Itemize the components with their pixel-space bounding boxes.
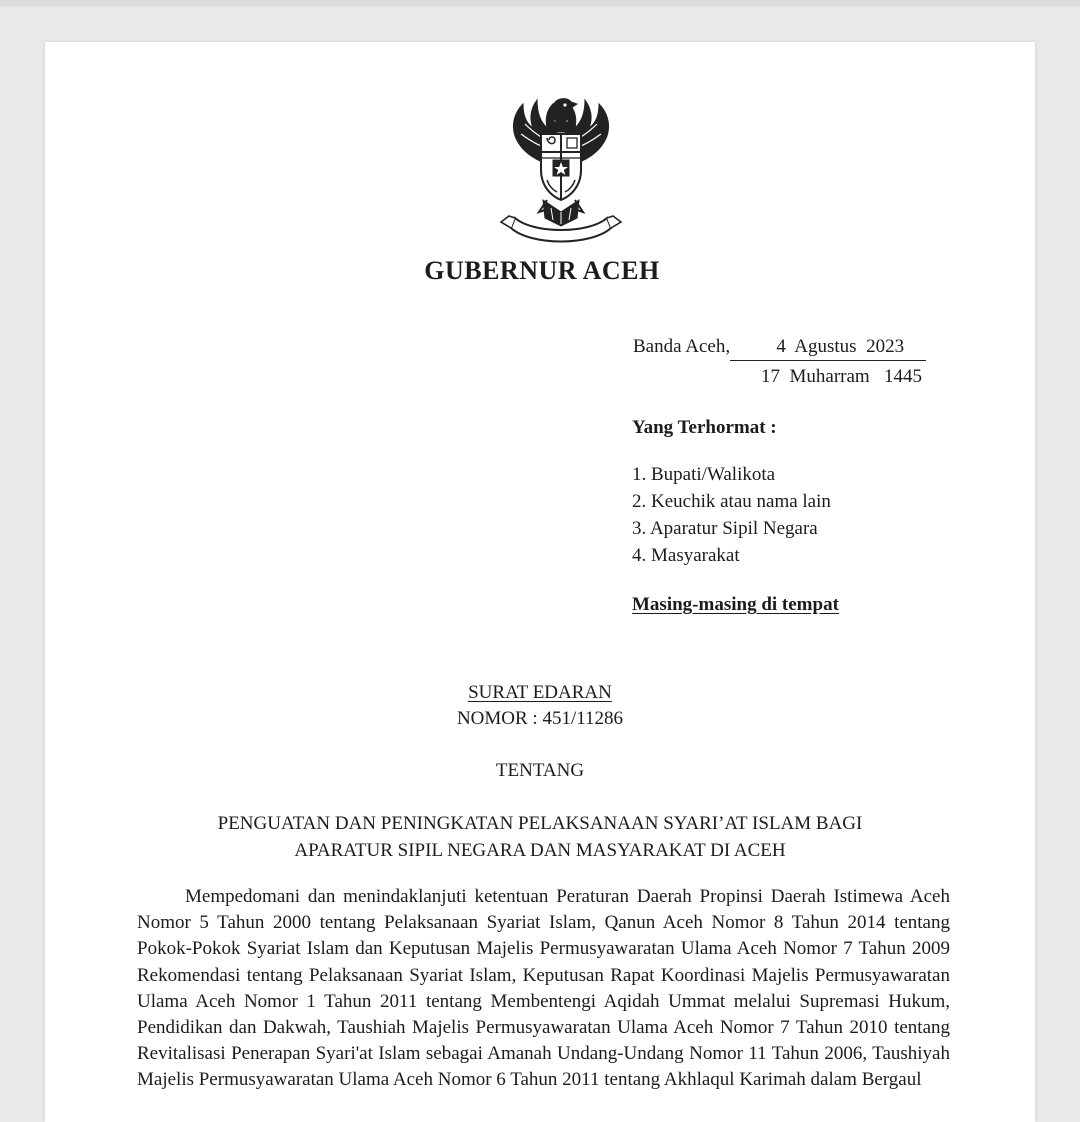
addressee-place: Masing-masing di tempat [632,594,839,615]
document-type: SURAT EDARAN [468,682,612,703]
recipient-item: 1. Bupati/Walikota [632,464,776,485]
subject-line-1: PENGUATAN DAN PENINGKATAN PELAKSANAAN SYARI’AT ISLAM BAGI [217,813,863,834]
document-number: NOMOR : 451/11286 [456,708,624,729]
date-block [633,336,926,387]
recipient-item: 2. Keuchik atau nama lain [632,491,831,512]
document-page [45,42,1035,1122]
body-paragraph: Mempedomani dan menindaklanjuti ketentuan Peraturan Daerah Propinsi Daerah Istimewa Aceh Nomor 5 Tahun 2000 tentang Pelaksanaan Syariat Islam, Qanun Aceh Nomor 8 Tahun 2014 tentang Pokok-Pokok Syariat Islam dan Keputusan Majelis Permusyawaratan Ulama Aceh Nomor 7 Tahun 2009 Rekomendasi tentang Pelaksanaan Syariat Islam, Keputusan Rapat Koordinasi Majelis Permusyawaratan Ulama Aceh Nomor 1 Tahun 2011 tentang Membentengi Aqidah Ummat melalui Supremasi Hukum, Pendidikan dan Dakwah, Taushiah Majelis Permusyawaratan Ulama Aceh Nomor 7 Tahun 2010 tentang Revitalisasi Penerapan Syari'at Islam sebagai Amanah Undang-Undang Nomor 11 Tahun 2006, Taushiyah Majelis Permusyawaratan Ulama Aceh Nomor 6 Tahun 2011 tentang Akhlaqul Karimah dalam Bergaul [137,886,950,1091]
garuda-emblem-icon [477,88,645,250]
subject-line-2: APARATUR SIPIL NEGARA DAN MASYARAKAT DI ACEH [294,840,786,861]
about-label: TENTANG [495,760,585,781]
greeting: Yang Terhormat : [632,417,777,438]
date-place: Banda Aceh, [633,336,731,357]
recipient-item: 3. Aparatur Sipil Negara [632,518,818,539]
gregorian-date: 4 Agustus 2023 [730,336,926,361]
letterhead-title: GUBERNUR ACEH [424,256,660,285]
hijri-date: 17 Muharram 1445 [761,366,922,387]
viewer-top-bar [0,0,1080,6]
addressee-block [632,417,839,616]
recipient-list [632,461,839,569]
document-subject [45,810,1035,864]
recipient-item: 4. Masyarakat [632,545,740,566]
